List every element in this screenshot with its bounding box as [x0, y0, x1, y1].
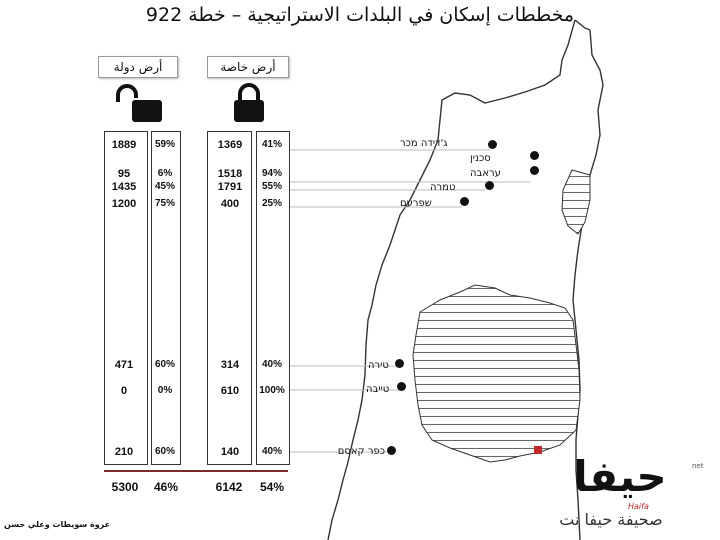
- private-land-label: أرض خاصة: [207, 56, 289, 78]
- town-marker: [530, 166, 539, 175]
- logo-subtitle: صحيفة حيفا نت: [559, 510, 663, 529]
- state-units-value: 1200: [111, 198, 137, 210]
- logo: [528, 446, 714, 536]
- town-label: שפרעם: [400, 198, 432, 209]
- private-percent-value: 41%: [261, 139, 282, 150]
- state-units-value: 1889: [111, 139, 137, 151]
- logo-main: حيفا: [573, 452, 667, 501]
- state-units-value: 471: [114, 359, 134, 371]
- private-percent-value: 55%: [261, 181, 282, 192]
- private-units-value: 1791: [217, 181, 243, 193]
- town-marker: [397, 382, 406, 391]
- locked-padlock-icon: [232, 82, 266, 124]
- total-state-percent: 46%: [153, 480, 179, 494]
- total-state-units: 5300: [111, 480, 139, 494]
- private-percent-value: 40%: [261, 446, 282, 457]
- private-units-value: 610: [220, 385, 240, 397]
- total-private-percent: 54%: [259, 480, 285, 494]
- total-private-units: 6142: [215, 480, 243, 494]
- town-label: ג'דידה מכר: [400, 138, 448, 149]
- state-percent-value: 60%: [154, 359, 175, 370]
- private-percent-value: 25%: [261, 198, 282, 209]
- town-label: עראבה: [470, 168, 501, 179]
- private-units-value: 314: [220, 359, 240, 371]
- state-units-value: 1435: [111, 181, 137, 193]
- private-percent-value: 94%: [261, 168, 282, 179]
- town-marker: [387, 446, 396, 455]
- state-units-value: 0: [120, 385, 128, 397]
- state-land-label: أرض دولة: [98, 56, 178, 78]
- town-label: טירה: [368, 360, 389, 371]
- town-label: סכנין: [470, 153, 491, 164]
- hatched-region-south: [413, 285, 580, 462]
- state-percent-value: 45%: [154, 181, 175, 192]
- credit-text: عروة سويطات وعلي حسن: [4, 520, 111, 529]
- page-title: مخططات إسكان في البلدات الاستراتيجية – خطة 922: [145, 4, 575, 26]
- private-units-value: 140: [220, 446, 240, 458]
- town-marker: [488, 140, 497, 149]
- town-label: כפר קאסם: [337, 446, 385, 457]
- unlocked-padlock-icon: [112, 84, 166, 124]
- totals-divider: [104, 470, 288, 472]
- private-units-value: 1518: [217, 168, 243, 180]
- town-label: טייבה: [366, 384, 390, 395]
- logo-latin: Haifa: [628, 502, 649, 511]
- state-percent-value: 75%: [154, 198, 175, 209]
- town-marker: [460, 197, 469, 206]
- town-marker: [530, 151, 539, 160]
- town-label: טמרה: [430, 182, 456, 193]
- logo-net: net: [692, 462, 704, 470]
- state-percent-value: 0%: [157, 385, 173, 396]
- private-units-value: 1369: [217, 139, 243, 151]
- private-percent-value: 100%: [259, 385, 285, 396]
- private-percent-value: 40%: [261, 359, 282, 370]
- state-percent-value: 59%: [154, 139, 175, 150]
- state-units-value: 95: [117, 168, 131, 180]
- town-marker: [485, 181, 494, 190]
- town-marker: [395, 359, 404, 368]
- private-units-value: 400: [220, 198, 240, 210]
- state-units-value: 210: [114, 446, 134, 458]
- state-percent-value: 6%: [157, 168, 173, 179]
- hatched-region-north: [562, 170, 590, 234]
- state-percent-value: 60%: [154, 446, 175, 457]
